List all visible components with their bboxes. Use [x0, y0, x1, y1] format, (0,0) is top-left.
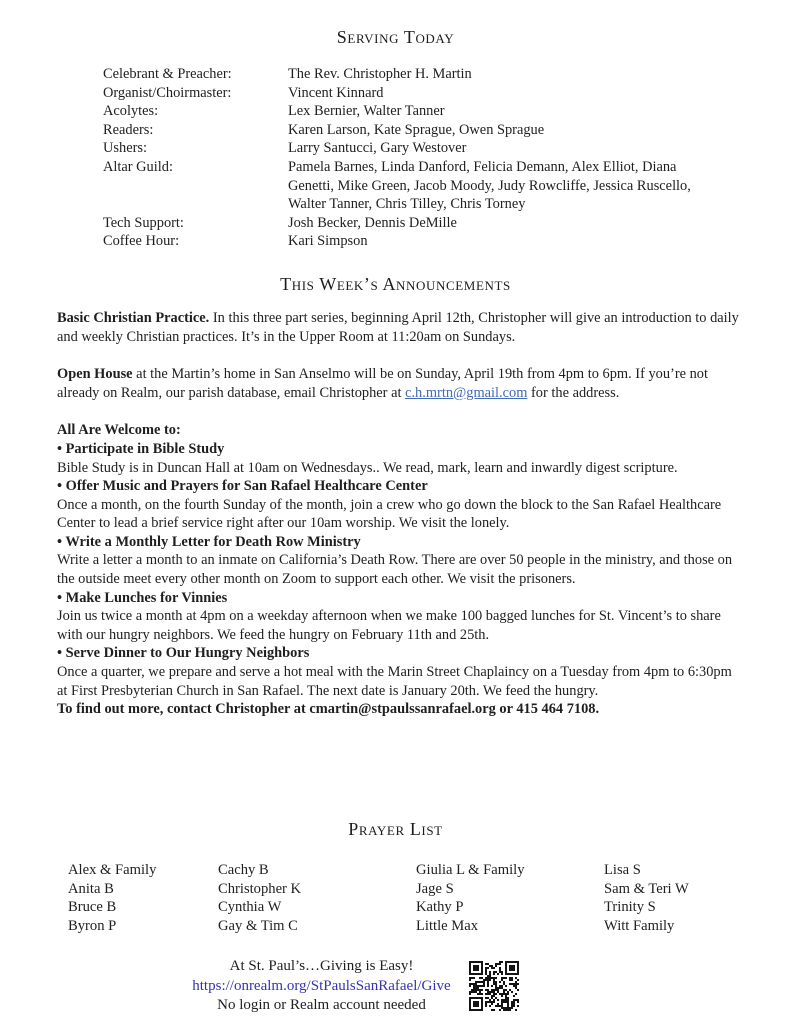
prayer-column: [68, 861, 218, 936]
ministry-item-body: Once a month, on the fourth Sunday of the month, join a crew who go down the block to the San Rafael Healthcare Center to lead a brief service right after our 10am worship. We visit the lonely.: [57, 496, 722, 532]
ministry-item-body: Write a letter a month to an inmate on California’s Death Row. There are over 50 people in the ministry, and those on the outside meet every other month on Zoom to support each other. We visit the prisoners.: [57, 552, 733, 588]
serving-role-value: Kari Simpson: [288, 233, 368, 250]
announcement-open-house: [57, 365, 741, 402]
prayer-name: Jage S: [416, 880, 454, 897]
serving-role-label: Ushers:: [103, 140, 147, 157]
prayer-column: [416, 861, 604, 936]
prayer-column: [218, 861, 416, 936]
announcement-text: for the address.: [527, 384, 620, 401]
serving-role-label: Organist/Choirmaster:: [103, 84, 232, 101]
serving-role-value: Lex Bernier, Walter Tanner: [288, 103, 445, 120]
prayer-list-title: Prayer List: [348, 818, 443, 839]
prayer-name: Alex & Family: [68, 861, 157, 878]
prayer-name: Trinity S: [604, 899, 656, 916]
serving-row: [103, 139, 791, 158]
serving-row: [103, 121, 791, 140]
email-link[interactable]: c.h.mrtn@gmail.com: [405, 384, 528, 401]
ministry-item-heading: • Make Lunches for Vinnies: [57, 589, 228, 606]
prayer-name: Cachy B: [218, 861, 269, 878]
prayer-name: Little Max: [416, 918, 479, 935]
giving-note: No login or Realm account needed: [217, 997, 426, 1013]
serving-role-label: Acolytes:: [103, 103, 159, 120]
serving-row: [103, 158, 791, 214]
prayer-name: Lisa S: [604, 861, 641, 878]
ministry-item-body: Join us twice a month at 4pm on a weekday afternoon when we make 100 bagged lunches for St. Vincent’s to share with our hungry neighbors. We feed the hungry on February 11th and 25th.: [57, 608, 721, 643]
serving-role-value: Josh Becker, Dennis DeMille: [288, 214, 457, 231]
contact-line: To find out more, contact Christopher at cmartin@stpaulssanrafael.org or 415 464 7108.: [57, 701, 600, 718]
prayer-column: [604, 861, 754, 936]
ministry-item-body: Once a quarter, we prepare and serve a hot meal with the Marin Street Chaplaincy on a Tuesday from 4pm to 6:30pm at First Presbyterian Church in San Rafael. The next date is January 20th. We feed the hungry.: [57, 664, 732, 699]
serving-row: [103, 232, 791, 251]
prayer-name: Gay & Tim C: [218, 918, 298, 935]
welcome-heading: All Are Welcome to:: [57, 422, 181, 439]
giving-text: [192, 957, 450, 1016]
announcement-lead-bold: Open House: [57, 366, 133, 383]
giving-link[interactable]: https://onrealm.org/StPaulsSanRafael/Give: [192, 977, 451, 994]
announcement-basic-christian-practice: [57, 309, 741, 346]
ministry-item-heading: • Offer Music and Prayers for San Rafael Healthcare Center: [57, 478, 428, 495]
serving-role-label: Readers:: [103, 121, 154, 138]
prayer-name: Kathy P: [416, 899, 464, 916]
prayer-name: Sam & Teri W: [604, 880, 689, 897]
giving-footer: [0, 957, 711, 1016]
ministry-item-heading: • Serve Dinner to Our Hungry Neighbors: [57, 645, 310, 662]
prayer-name: Byron P: [68, 918, 117, 935]
serving-row: [103, 214, 791, 233]
serving-role-label: Altar Guild:: [103, 158, 173, 175]
serving-role-value: Vincent Kinnard: [288, 84, 384, 101]
prayer-name: Cynthia W: [218, 899, 282, 916]
announcements-title: This Week’s Announcements: [280, 273, 511, 294]
prayer-name: Witt Family: [604, 918, 675, 935]
prayer-list: [68, 861, 791, 936]
ministry-item-body: Bible Study is in Duncan Hall at 10am on Wednesdays.. We read, mark, learn and inwardly digest scripture.: [57, 459, 678, 476]
serving-row: [103, 84, 791, 103]
serving-role-label: Coffee Hour:: [103, 233, 180, 250]
giving-tagline: At St. Paul’s…Giving is Easy!: [229, 958, 414, 974]
serving-role-value: Pamela Barnes, Linda Danford, Felicia Demann, Alex Elliot, Diana Genetti, Mike Green, Jacob Moody, Judy Rowcliffe, Jessica Ruscello, Walter Tanner, Chris Tilley, Chris Torney: [288, 158, 691, 213]
serving-role-value: Karen Larson, Kate Sprague, Owen Sprague: [288, 121, 545, 138]
prayer-name: Bruce B: [68, 899, 117, 916]
announcement-text: at the Martin’s home in San Anselmo will be on Sunday, April 19th from 4pm to 6pm. If you’re not already on Realm, our parish database, email Christopher at: [57, 366, 709, 401]
qr-code-icon: [469, 961, 519, 1011]
prayer-name: Anita B: [68, 880, 114, 897]
prayer-name: Giulia L & Family: [416, 861, 525, 878]
serving-role-value: Larry Santucci, Gary Westover: [288, 140, 467, 157]
ministry-item-heading: • Participate in Bible Study: [57, 440, 225, 457]
ministry-item-heading: • Write a Monthly Letter for Death Row Ministry: [57, 533, 361, 550]
serving-table: [103, 65, 791, 251]
serving-today-title: Serving Today: [336, 27, 455, 47]
serving-role-label: Tech Support:: [103, 214, 184, 231]
announcement-text: In this three part series, beginning April 12th, Christopher will give an introduction to daily and weekly Christian practices. It’s in the Upper Room at 11:20am on Sundays.: [57, 309, 739, 345]
serving-role-value: The Rev. Christopher H. Martin: [288, 66, 472, 82]
all-are-welcome-section: [57, 421, 741, 719]
serving-row: [103, 65, 791, 84]
serving-row: [103, 102, 791, 121]
serving-role-label: Celebrant & Preacher:: [103, 66, 232, 82]
prayer-name: Christopher K: [218, 880, 302, 897]
announcement-lead-bold: Basic Christian Practice.: [57, 309, 210, 326]
